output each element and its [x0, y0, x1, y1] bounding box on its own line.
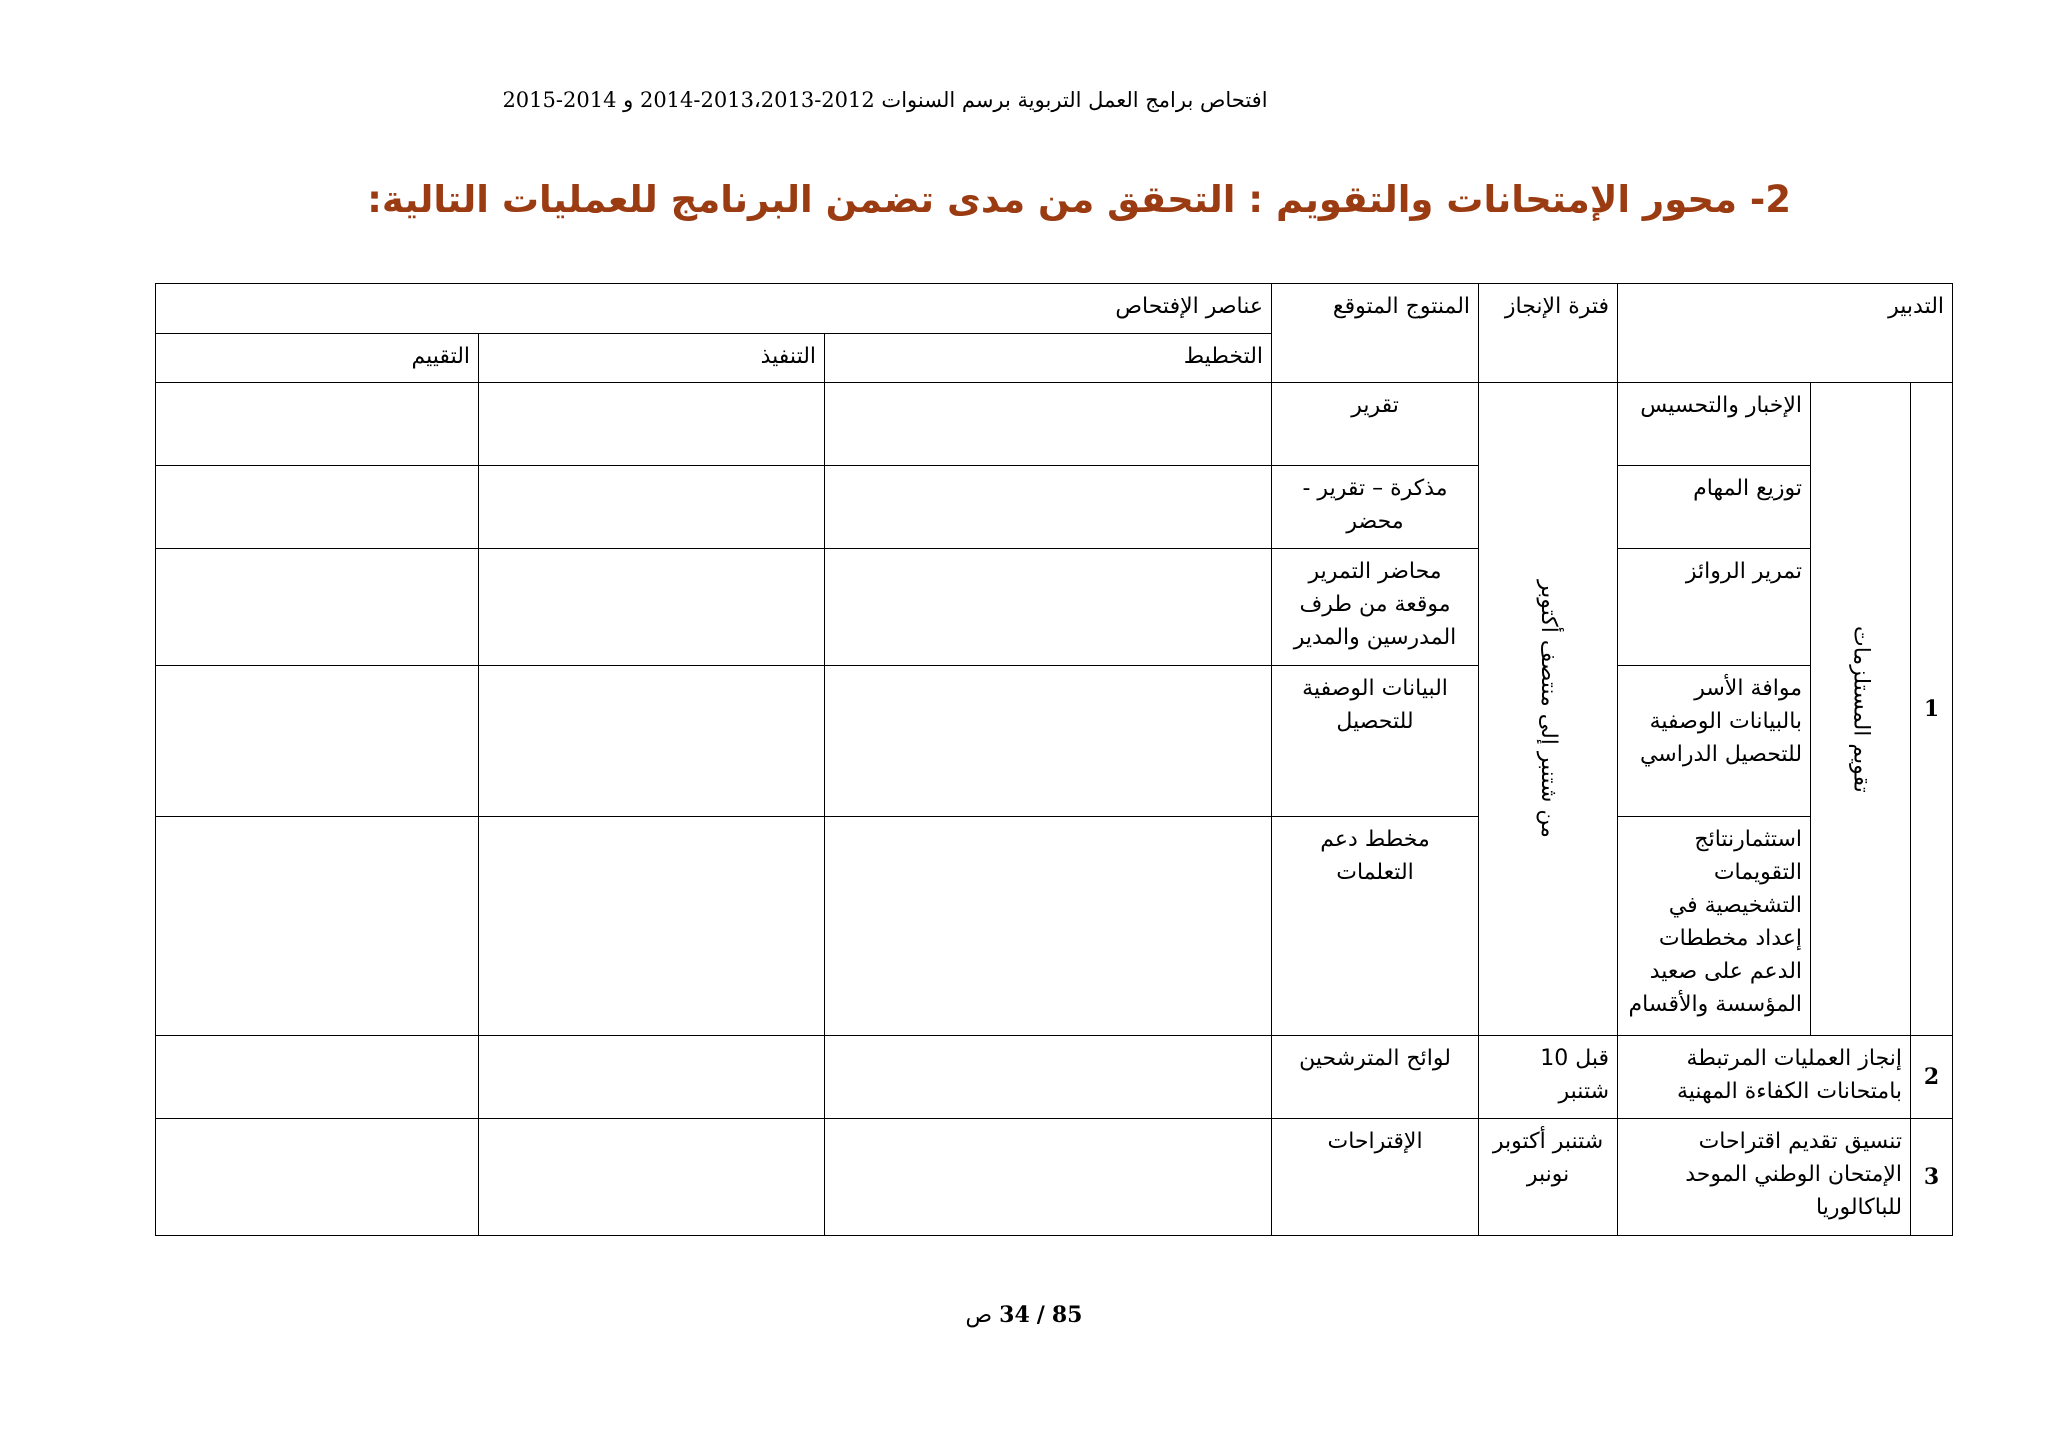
table-row: [156, 666, 1953, 817]
table-row: [156, 549, 1953, 666]
table-row: [156, 1119, 1953, 1236]
evaluation-cell: [156, 466, 479, 549]
execution-cell: [479, 383, 825, 466]
header-planning: التخطيط: [825, 334, 1272, 383]
header-measure: التدبير: [1618, 284, 1953, 383]
execution-cell: [479, 666, 825, 817]
measure-cell: موافة الأسر بالبيانات الوصفية للتحصيل الدراسي: [1618, 666, 1811, 817]
table-row: [156, 383, 1953, 466]
header-evaluation: التقييم: [156, 334, 479, 383]
row-number: 3: [1911, 1119, 1953, 1236]
group-label: تقويم المستلزمات: [1848, 625, 1874, 793]
row-number: 2: [1911, 1036, 1953, 1119]
section-title: 2- محور الإمتحانات والتقويم : التحقق من مدى تضمن البرنامج للعمليات التالية:: [367, 178, 1791, 221]
execution-cell: [479, 1036, 825, 1119]
product-cell: مذكرة – تقرير - محضر: [1272, 466, 1479, 549]
execution-cell: [479, 466, 825, 549]
measure-cell: توزيع المهام: [1618, 466, 1811, 549]
group-label-cell: [1811, 383, 1911, 1036]
product-cell: الإقتراحات: [1272, 1119, 1479, 1236]
page-total: 85: [1051, 1302, 1083, 1328]
evaluation-cell: [156, 817, 479, 1036]
table-row: [156, 817, 1953, 1036]
page-unit: ص: [965, 1303, 993, 1328]
period-cell: قبل 10 شتنبر: [1479, 1036, 1618, 1119]
measure-cell: الإخبار والتحسيس: [1618, 383, 1811, 466]
planning-cell: [825, 466, 1272, 549]
measure-cell: إنجاز العمليات المرتبطة بامتحانات الكفاءة المهنية: [1618, 1036, 1911, 1119]
product-cell: محاضر التمرير موقعة من طرف المدرسين والمدير: [1272, 549, 1479, 666]
header-audit-elements: عناصر الإفتحاص: [156, 284, 1272, 334]
product-cell: البيانات الوصفية للتحصيل: [1272, 666, 1479, 817]
planning-cell: [825, 383, 1272, 466]
evaluation-cell: [156, 1036, 479, 1119]
product-cell: تقرير: [1272, 383, 1479, 466]
audit-table: [155, 283, 1953, 1236]
header-execution: التنفيذ: [479, 334, 825, 383]
period-cell: شتنبر أكتوبر نونبر: [1479, 1119, 1618, 1236]
product-cell: مخطط دعم التعلمات: [1272, 817, 1479, 1036]
header-product: المنتوج المتوقع: [1272, 284, 1479, 383]
page-current: 34: [999, 1302, 1030, 1328]
evaluation-cell: [156, 666, 479, 817]
page-footer: [0, 1302, 2048, 1328]
table-row: [156, 466, 1953, 549]
table-row: [156, 1036, 1953, 1119]
execution-cell: [479, 1119, 825, 1236]
planning-cell: [825, 1119, 1272, 1236]
measure-cell: تنسيق تقديم اقتراحات الإمتحان الوطني الموحد للباكالوريا: [1618, 1119, 1911, 1236]
evaluation-cell: [156, 549, 479, 666]
row-number: 1: [1911, 383, 1953, 1036]
planning-cell: [825, 1036, 1272, 1119]
product-cell: لوائح المترشحين: [1272, 1036, 1479, 1119]
page-separator: /: [1036, 1302, 1045, 1328]
evaluation-cell: [156, 383, 479, 466]
period-cell: [1479, 383, 1618, 1036]
document-header: [0, 88, 1770, 112]
planning-cell: [825, 817, 1272, 1036]
measure-cell: تمرير الروائز: [1618, 549, 1811, 666]
execution-cell: [479, 817, 825, 1036]
header-text: افتحاص برامج العمل التربوية برسم السنوات 2012-2013،2013-2014 و 2014-2015: [502, 88, 1268, 112]
header-period: فترة الإنجاز: [1479, 284, 1618, 383]
planning-cell: [825, 549, 1272, 666]
planning-cell: [825, 666, 1272, 817]
evaluation-cell: [156, 1119, 479, 1236]
period-text: من شتنبر إلى منتصف أكتوبر: [1536, 580, 1562, 838]
execution-cell: [479, 549, 825, 666]
measure-cell: استثمارنتائج التقويمات التشخيصية في إعداد مخططات الدعم على صعيد المؤسسة والأقسام: [1618, 817, 1811, 1036]
